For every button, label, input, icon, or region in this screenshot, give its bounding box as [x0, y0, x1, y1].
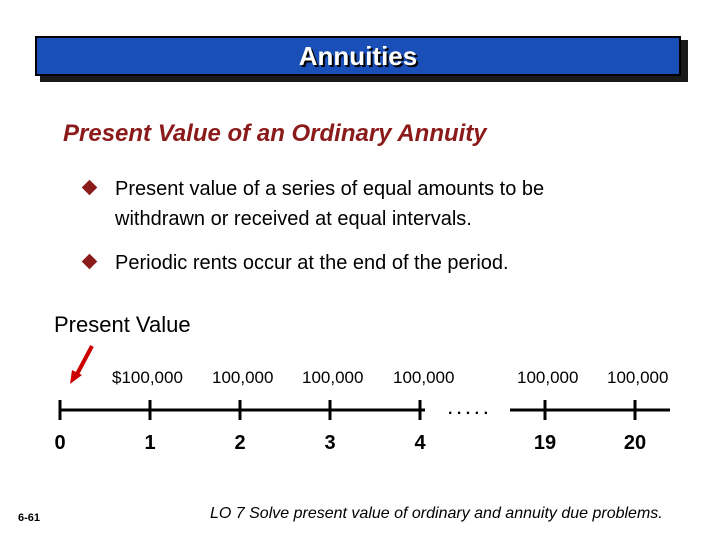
- cash-flow-amount: 100,000: [607, 368, 669, 387]
- period-label: 2: [234, 432, 246, 454]
- section-subtitle: Present Value of an Ordinary Annuity: [63, 120, 487, 147]
- cash-flow-amount: 100,000: [393, 368, 455, 387]
- bullet-text: Present value of a series of equal amounts to be withdrawn or received at equal intervals.: [115, 178, 545, 230]
- period-label: 4: [414, 432, 426, 454]
- period-label: 3: [324, 432, 336, 454]
- cash-flow-amount: $100,000: [112, 368, 183, 387]
- diamond-bullet-icon: [82, 254, 98, 270]
- cash-flow-amount: 100,000: [517, 368, 579, 387]
- timeline-ellipsis: . . . . .: [448, 401, 489, 418]
- bullet-item: [80, 248, 615, 278]
- present-value-label: Present Value: [54, 312, 191, 337]
- cash-flow-amount: 100,000: [212, 368, 274, 387]
- slide-number: 6-61: [18, 512, 41, 524]
- period-label: 19: [533, 432, 557, 454]
- learning-objective: LO 7 Solve present value of ordinary and annuity due problems.: [210, 505, 663, 522]
- period-label: 0: [54, 432, 66, 454]
- bullet-text: Periodic rents occur at the end of the period.: [115, 252, 509, 274]
- title-banner: [35, 36, 681, 76]
- present-value-arrow-icon: [62, 342, 102, 386]
- timeline: [0, 395, 720, 425]
- diamond-bullet-icon: [82, 180, 98, 196]
- cash-flow-amount: 100,000: [302, 368, 364, 387]
- period-label: 20: [623, 432, 647, 454]
- period-label: 1: [144, 432, 156, 454]
- bullet-item: [80, 174, 615, 234]
- page-title: Annuities: [298, 40, 418, 71]
